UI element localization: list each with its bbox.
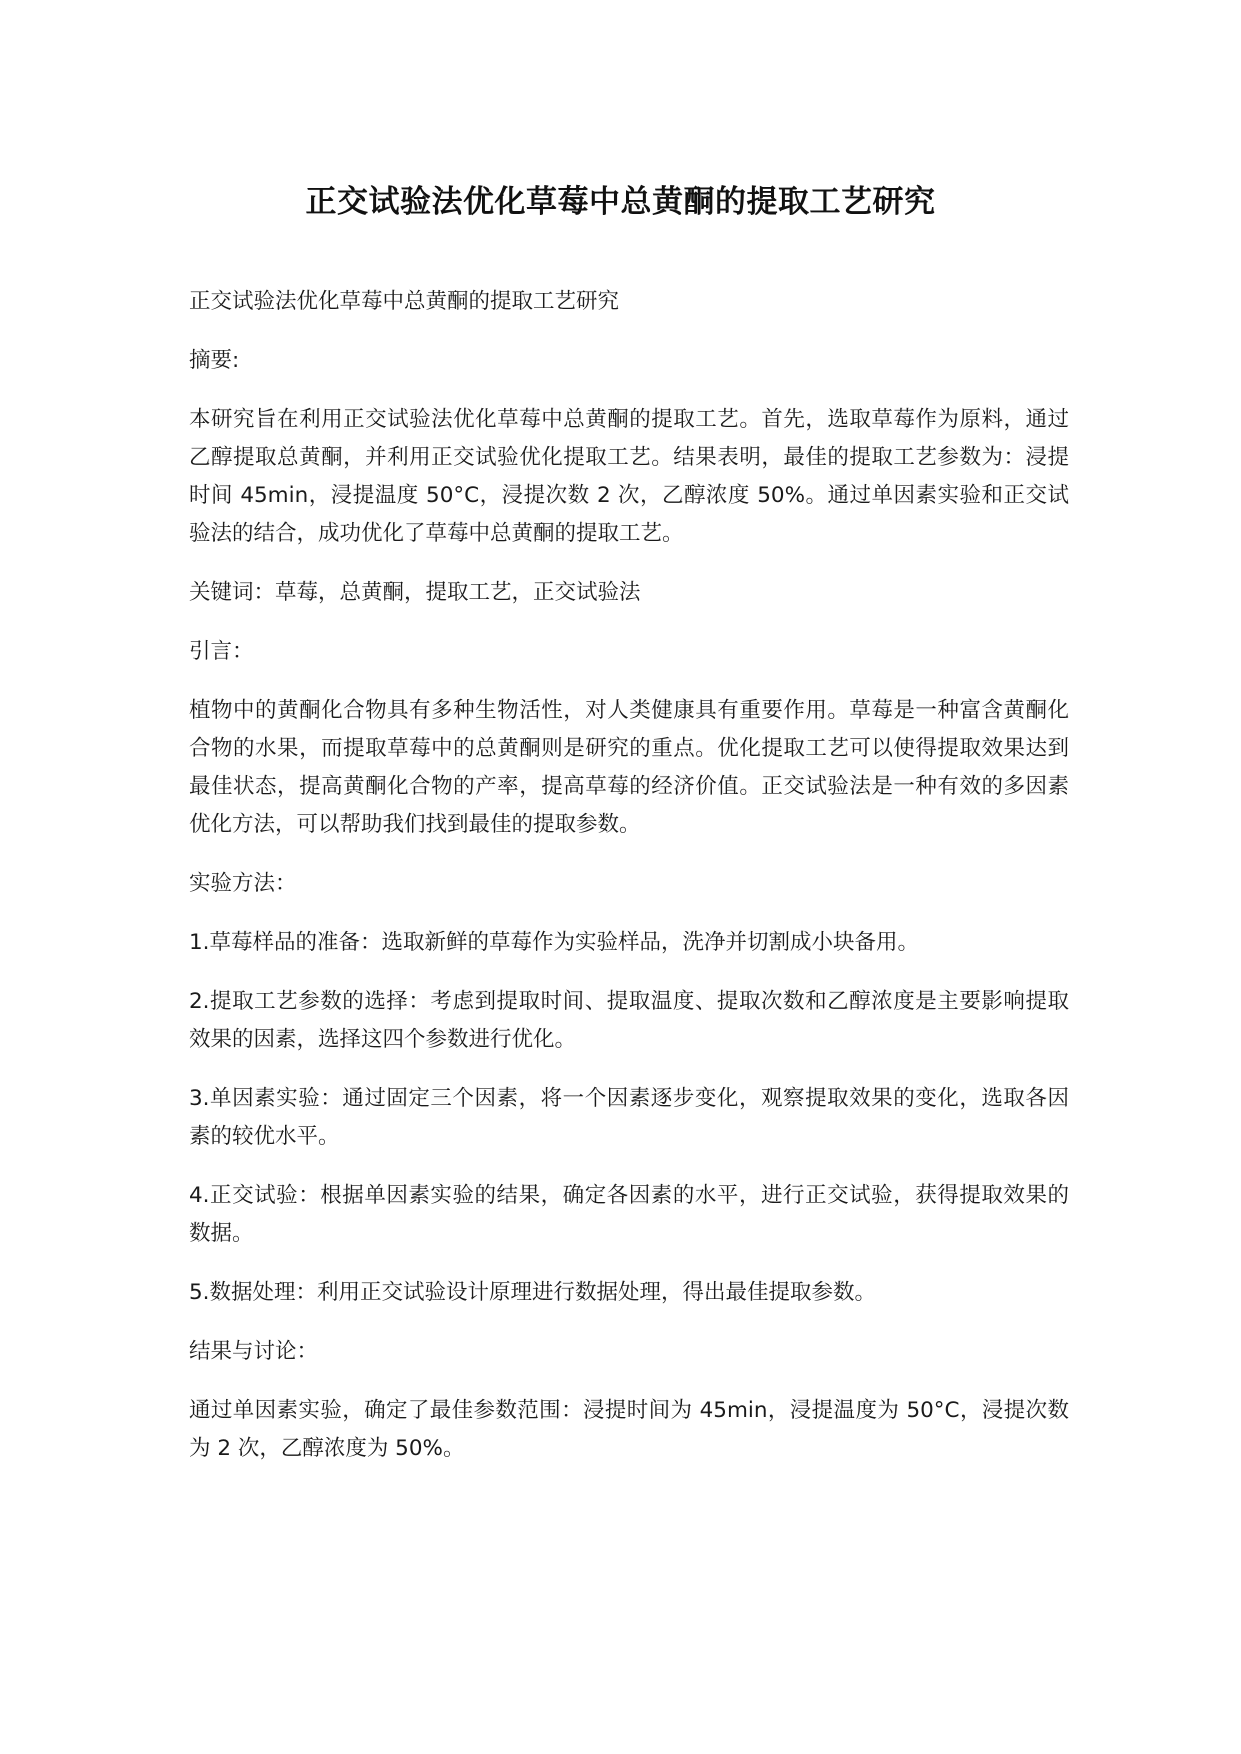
keywords-paragraph: 关键词：草莓，总黄酮，提取工艺，正交试验法	[189, 580, 641, 605]
method-step-2: 2.提取工艺参数的选择：考虑到提取时间、提取温度、提取次数和乙醇浓度是主要影响提取效果的因素，选择这四个参数进行优化。	[189, 989, 1069, 1052]
results-paragraph: 通过单因素实验，确定了最佳参数范围：浸提时间为 45min，浸提温度为 50°C，浸提次数为 2 次，乙醇浓度为 50%。	[189, 1398, 1069, 1461]
method-step-3: 3.单因素实验：通过固定三个因素，将一个因素逐步变化，观察提取效果的变化，选取各因素的较优水平。	[189, 1086, 1069, 1149]
method-step-1: 1.草莓样品的准备：选取新鲜的草莓作为实验样品，洗净并切割成小块备用。	[189, 930, 920, 955]
abstract-paragraph: 本研究旨在利用正交试验法优化草莓中总黄酮的提取工艺。首先，选取草莓作为原料，通过乙醇提取总黄酮，并利用正交试验优化提取工艺。结果表明，最佳的提取工艺参数为：浸提时间 45min，浸提温度 50°C，浸提次数 2 次，乙醇浓度 50%。通过单因素实验和正交试验法的结合，成功优化了草莓中总黄酮的提取工艺。	[189, 407, 1069, 546]
subtitle-paragraph: 正交试验法优化草莓中总黄酮的提取工艺研究	[189, 289, 620, 314]
results-heading: 结果与讨论：	[189, 1339, 319, 1364]
methods-heading: 实验方法：	[189, 871, 297, 896]
abstract-heading: 摘要:	[189, 348, 240, 373]
document-title: 正交试验法优化草莓中总黄酮的提取工艺研究	[305, 184, 936, 220]
document-body	[189, 283, 1069, 1489]
method-step-4: 4.正交试验：根据单因素实验的结果，确定各因素的水平，进行正交试验，获得提取效果的数据。	[189, 1183, 1069, 1246]
introduction-heading: 引言：	[189, 639, 254, 664]
method-step-5: 5.数据处理：利用正交试验设计原理进行数据处理，得出最佳提取参数。	[189, 1280, 877, 1305]
introduction-paragraph: 植物中的黄酮化合物具有多种生物活性，对人类健康具有重要作用。草莓是一种富含黄酮化合物的水果，而提取草莓中的总黄酮则是研究的重点。优化提取工艺可以使得提取效果达到最佳状态，提高黄酮化合物的产率，提高草莓的经济价值。正交试验法是一种有效的多因素优化方法，可以帮助我们找到最佳的提取参数。	[189, 698, 1069, 837]
